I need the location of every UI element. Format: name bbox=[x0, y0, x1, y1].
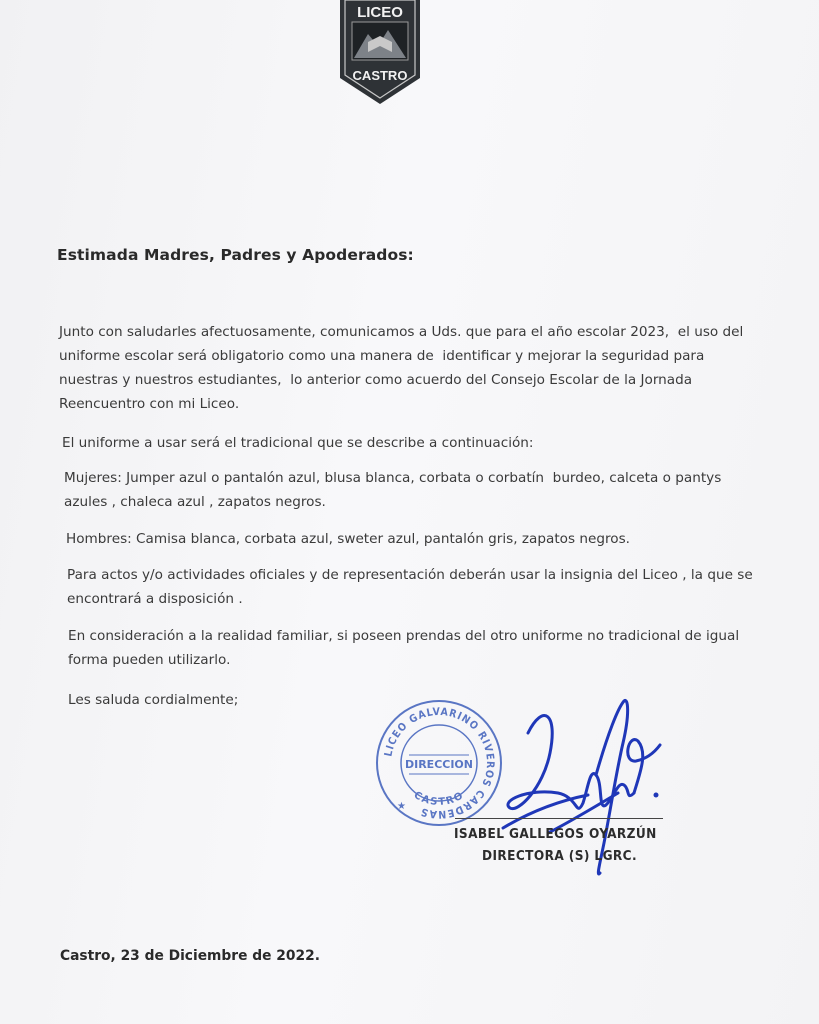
stamp-ring-text-path: LICEO GALVARINO RIVEROS CARDENAS bbox=[382, 705, 497, 821]
paragraph-women-uniform: Mujeres: Jumper azul o pantalón azul, blusa blanca, corbata o corbatín burdeo, calceta o pantys azules , chaleca azul , zapatos negros. bbox=[64, 470, 726, 510]
signature-dot bbox=[654, 793, 659, 798]
paragraph-insignia: Para actos y/o actividades oficiales y de representación deberán usar la insignia del Liceo , la que se encontrará a disposición . bbox=[67, 567, 758, 607]
liceo-castro-logo bbox=[338, 0, 422, 104]
star-icon: ★ bbox=[397, 801, 406, 812]
direccion-stamp bbox=[373, 697, 505, 829]
letter-date: Castro, 23 de Diciembre de 2022. bbox=[60, 948, 320, 964]
salutation: Estimada Madres, Padres y Apoderados: bbox=[57, 246, 414, 264]
signer-name: ISABEL GALLEGOS OYARZÚN bbox=[454, 826, 657, 842]
signer-title: DIRECTORA (S) LGRC. bbox=[482, 848, 638, 864]
signature-line bbox=[455, 818, 663, 819]
stamp-center-text: DIRECCION bbox=[404, 758, 474, 771]
paragraph-family-reality: En consideración a la realidad familiar, si poseen prendas del otro uniforme no tradicional de igual forma pueden utilizarlo. bbox=[68, 628, 744, 668]
paragraph-intro: Junto con saludarles afectuosamente, comunicamos a Uds. que para el año escolar 2023, el uso del uniforme escolar será obligatorio como una manera de identificar y mejorar la seguridad para nuestras y nuestros estudiantes, lo anterior como acuerdo del Consejo Escolar de la Jornada Reencuentro con mi Liceo. bbox=[59, 324, 748, 412]
logo-bottom-text: CASTRO bbox=[352, 68, 408, 83]
paragraph-men-uniform: Hombres: Camisa blanca, corbata azul, sweter azul, pantalón gris, zapatos negros. bbox=[66, 531, 630, 547]
stamp-bottom-text-path: CASTRO bbox=[411, 789, 467, 809]
closing: Les saluda cordialmente; bbox=[68, 692, 239, 708]
logo-top-text: LICEO bbox=[357, 4, 403, 21]
paragraph-uniform-description: El uniforme a usar será el tradicional que se describe a continuación: bbox=[62, 435, 534, 451]
